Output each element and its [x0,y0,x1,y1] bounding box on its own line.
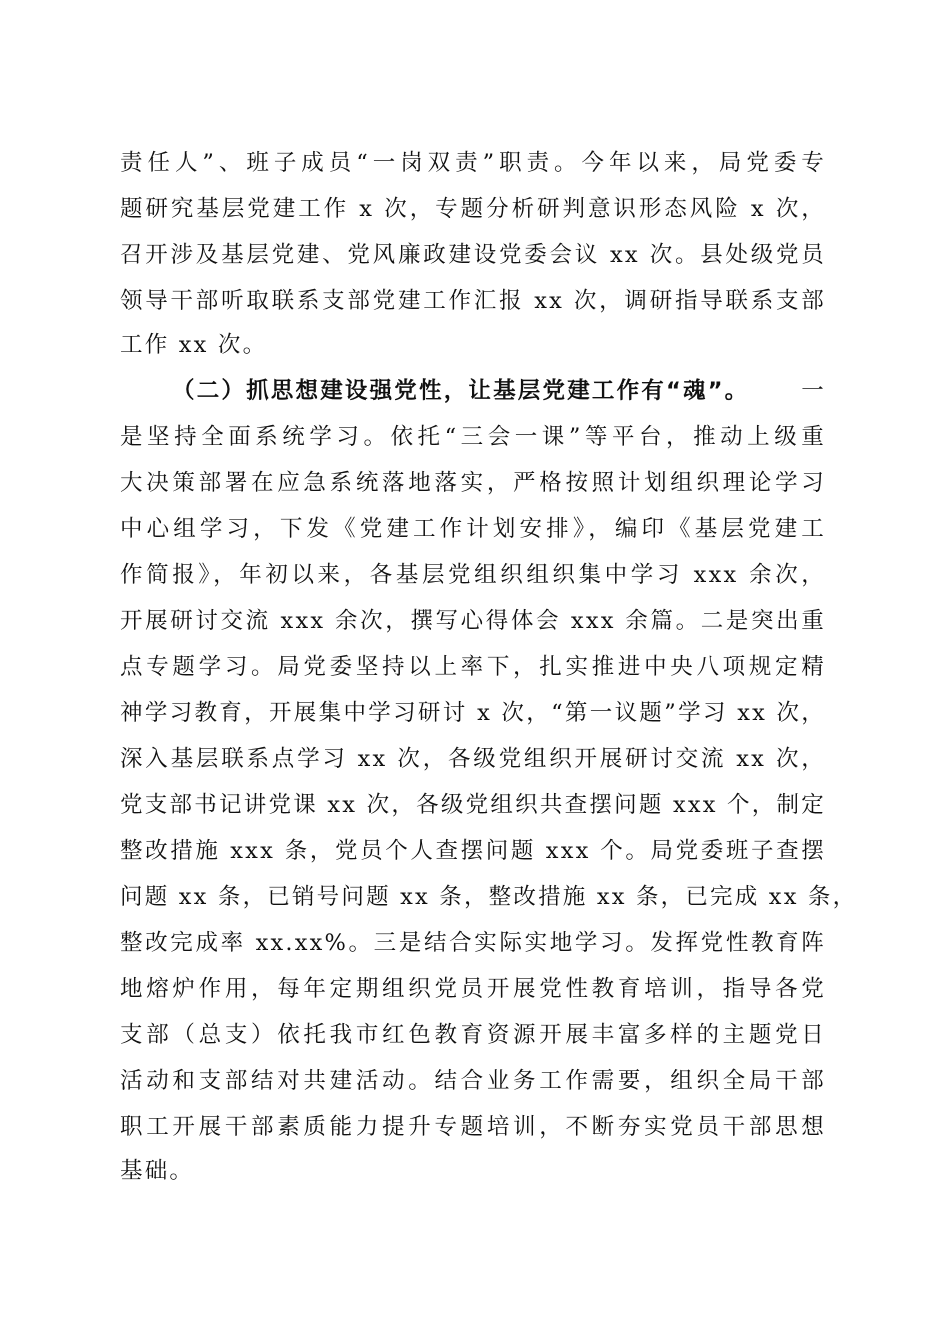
paragraph-line: 党支部书记讲党课 xx 次，各级党组织共查摆问题 xxx 个，制定 [120,792,826,818]
paragraph-line: 责任人”、班子成员“一岗双责”职责。今年以来，局党委专 [120,150,826,176]
paragraph-line: 开展研讨交流 xxx 余次，撰写心得体会 xxx 余篇。二是突出重 [120,608,826,634]
paragraph-line: 活动和支部结对共建活动。结合业务工作需要，组织全局干部 [120,1068,826,1094]
section-heading: （二）抓思想建设强党性，让基层党建工作有“魂”。 [172,378,750,404]
paragraph-line: 中心组学习，下发《党建工作计划安排》，编印《基层党建工 [120,516,826,542]
paragraph-line: 整改完成率 xx.xx%。三是结合实际实地学习。发挥党性教育阵 [120,930,826,956]
paragraph-line: 基础。 [120,1158,195,1184]
paragraph-line: 地熔炉作用，每年定期组织党员开展党性教育培训，指导各党 [120,976,826,1002]
paragraph-line: 支部（总支）依托我市红色教育资源开展丰富多样的主题党日 [120,1022,826,1048]
paragraph-line: 题研究基层党建工作 x 次，专题分析研判意识形态风险 x 次， [120,196,826,222]
paragraph-line: 神学习教育，开展集中学习研讨 x 次，“第一议题”学习 xx 次， [120,700,826,726]
paragraph-line: 问题 xx 条，已销号问题 xx 条，整改措施 xx 条，已完成 xx 条， [120,884,858,910]
paragraph-line: 工作 xx 次。 [120,332,268,358]
paragraph-first-line [172,371,826,411]
paragraph-line: 领导干部听取联系支部党建工作汇报 xx 次，调研指导联系支部 [120,288,826,314]
paragraph-line: 是坚持全面系统学习。依托“三会一课”等平台，推动上级重 [120,424,826,450]
paragraph-line: 召开涉及基层党建、党风廉政建设党委会议 xx 次。县处级党员 [120,242,826,268]
paragraph-line: 职工开展干部素质能力提升专题培训，不断夯实党员干部思想 [120,1114,826,1140]
paragraph-line: 大决策部署在应急系统落地落实，严格按照计划组织理论学习 [120,470,826,496]
paragraph-line: 整改措施 xxx 条，党员个人查摆问题 xxx 个。局党委班子查摆 [120,838,826,864]
paragraph-line-tail: 一 [801,378,826,404]
paragraph-line: 深入基层联系点学习 xx 次，各级党组织开展研讨交流 xx 次， [120,746,826,772]
paragraph-line: 作简报》，年初以来，各基层党组织组织集中学习 xxx 余次， [120,562,826,588]
paragraph-line: 点专题学习。局党委坚持以上率下，扎实推进中央八项规定精 [120,654,826,680]
